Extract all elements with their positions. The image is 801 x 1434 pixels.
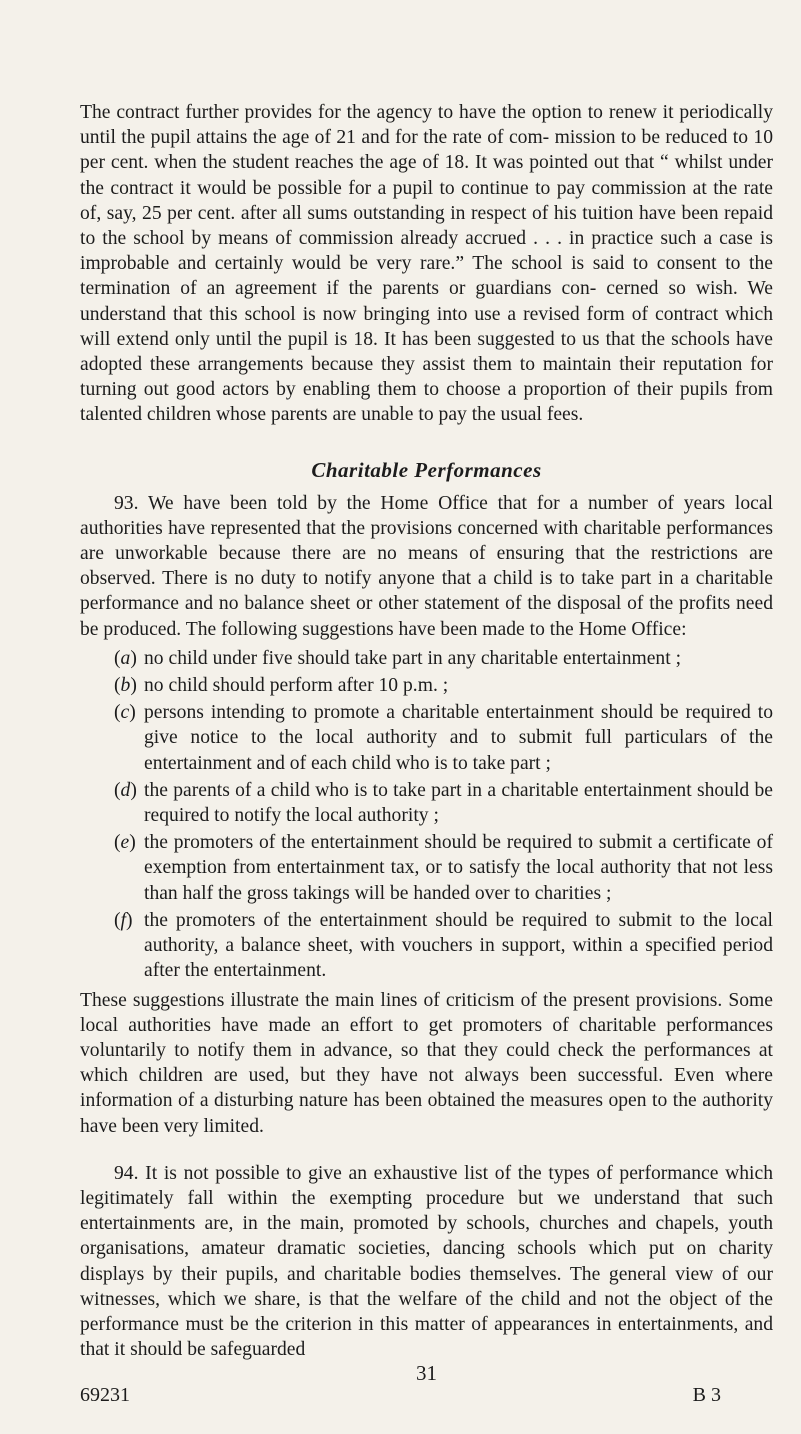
list-item-marker: (a) bbox=[114, 647, 137, 669]
list-item bbox=[80, 908, 773, 984]
list-item bbox=[80, 830, 773, 906]
page-footer bbox=[80, 1384, 773, 1406]
list-item-marker: (f) bbox=[114, 909, 133, 931]
footer-print-code: 69231 bbox=[80, 1384, 130, 1407]
paragraph-after-list: These suggestions illustrate the main lines of criticism of the present provisions. Some local authorities have made an effort to get promoters of charitable performances voluntarily to notify them in advance, so that they could check the performances at which children are used, but they have not always been successful. Even where information of a disturbing nature has been obtained the measures open to the authority have been very limited. bbox=[80, 989, 773, 1137]
list-item-text: the parents of a child who is to take part in a charitable entertainment should be required to notify the local authority ; bbox=[144, 779, 773, 827]
list-item bbox=[80, 778, 773, 828]
section-heading: Charitable Performances bbox=[311, 457, 542, 482]
list-item-text: persons intending to promote a charitable entertainment should be required to give notice to the local authority and to submit full particulars of the entertainment and of each child who is to take part ; bbox=[144, 702, 773, 774]
paragraph-93: 93. We have been told by the Home Office that for a number of years local authorities have represented that the provisions concerned with charitable performances are unworkable because there are no means of ensuring that the restrictions are observed. There is no duty to notify anyone that a child is to take part in a charitable performance and no balance sheet or other statement of the disposal of the profits need be produced. The following suggestions have been made to the Home Office: bbox=[80, 492, 773, 640]
list-item-marker: (d) bbox=[114, 779, 137, 801]
footer-signature-mark: B 3 bbox=[692, 1384, 721, 1407]
list-item-marker: (e) bbox=[114, 832, 136, 854]
list-item-marker: (c) bbox=[114, 702, 136, 724]
list-item bbox=[80, 700, 773, 776]
list-item-text: the promoters of the entertainment should be required to submit to the local authority, a balance sheet, with vouchers in support, within a specified period after the entertainment. bbox=[144, 909, 773, 982]
suggestions-list bbox=[80, 646, 773, 984]
opening-paragraph: The contract further provides for the agency to have the option to renew it periodically until the pupil attains the age of 21 and for the rate of com- mission to be reduced to 10 per cent. when the student reaches the age of 18. It was pointed out that “ whilst under the contract it would be possible for a pupil to continue to pay commission at the rate of, say, 25 per cent. after all sums outstanding in respect of his tuition have been repaid to the school by means of commission already accrued . . . in practice such a case is improbable and certainly would be very rare.” The school is said to consent to the termination of an agreement if the parents or guardians con- cerned so wish. We understand that this school is now bringing into use a revised form of contract which will extend only until the pupil is 18. It has been suggested to us that the schools have adopted these arrangements because they assist them to maintain their reputation for turning out good actors by enabling them to choose a proportion of their pupils from talented children whose parents are unable to pay the usual fees. bbox=[80, 102, 773, 426]
paragraph-94: 94. It is not possible to give an exhaustive list of the types of performance which legitimately fall within the exempting procedure but we understand that such entertainments are, in the main, promoted by schools, churches and chapels, youth organisations, amateur dramatic societies, dancing schools which put on charity displays by their pupils, and charitable bodies themselves. The general view of our witnesses, which we share, is that the welfare of the child and not the object of the performance must be the criterion in this matter of appearances in entertainments, and that it should be safeguarded bbox=[80, 1162, 773, 1361]
list-item-text: the promoters of the entertainment should be required to submit a certificate of exemption from entertainment tax, or to satisfy the local authority that not less than half the gross takings will be handed over to charities ; bbox=[144, 832, 773, 904]
list-item-marker: (b) bbox=[114, 675, 137, 697]
list-item-text: no child should perform after 10 p.m. ; bbox=[144, 675, 449, 697]
list-item bbox=[80, 646, 773, 671]
page-number: 31 bbox=[416, 1361, 437, 1386]
list-item-text: no child under five should take part in any charitable entertainment ; bbox=[144, 647, 682, 669]
list-item bbox=[80, 673, 773, 698]
